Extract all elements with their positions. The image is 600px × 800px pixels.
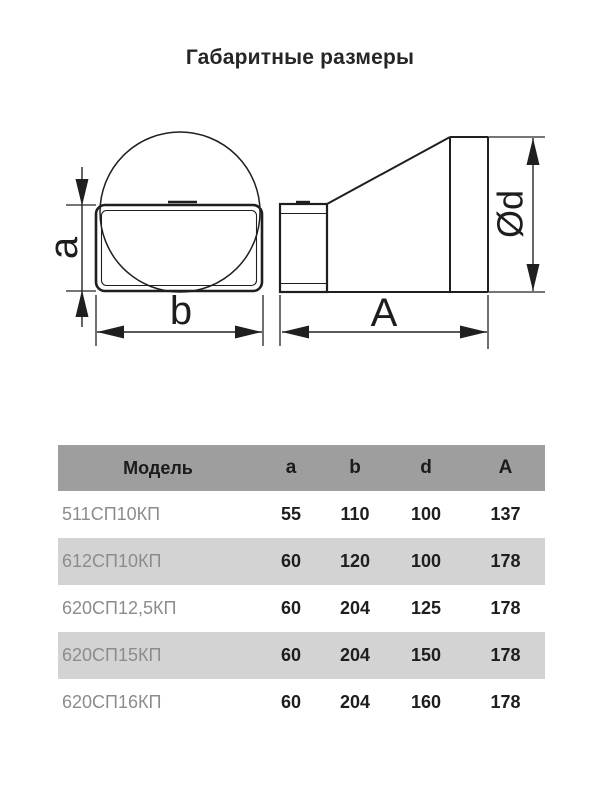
value-a: 55 bbox=[280, 504, 302, 524]
value-a: 60 bbox=[280, 645, 302, 665]
value-A: 137 bbox=[490, 504, 521, 524]
transition-slope-line bbox=[327, 137, 450, 204]
dimension-d bbox=[488, 137, 545, 292]
header-A: A bbox=[498, 457, 513, 478]
side-view bbox=[280, 137, 488, 292]
value-A: 178 bbox=[490, 645, 521, 665]
arrowhead-right-icon bbox=[235, 326, 262, 339]
table-row bbox=[58, 632, 545, 679]
header-b: b bbox=[349, 457, 361, 478]
dimension-A bbox=[280, 291, 488, 349]
value-b: 204 bbox=[339, 598, 371, 618]
rect-duct-outline bbox=[96, 205, 262, 291]
arrowhead-up-icon bbox=[76, 290, 89, 317]
value-a: 60 bbox=[280, 598, 302, 618]
dimension-b bbox=[96, 289, 263, 346]
page-title: Габаритные размеры bbox=[185, 46, 415, 69]
rect-duct-inner-wall bbox=[102, 211, 257, 286]
value-A: 178 bbox=[490, 692, 521, 712]
arrowhead-right-icon bbox=[460, 326, 487, 339]
spec-table bbox=[58, 445, 545, 726]
value-a: 60 bbox=[280, 551, 302, 571]
header-a: a bbox=[285, 457, 297, 478]
arrowhead-down-icon bbox=[527, 264, 540, 291]
table-header-row bbox=[58, 445, 545, 491]
value-d: 150 bbox=[410, 645, 442, 665]
dimension-b-label: b bbox=[169, 289, 193, 333]
value-b: 120 bbox=[339, 551, 371, 571]
model-name: 620СП15КП bbox=[62, 645, 162, 665]
model-name: 612СП10КП bbox=[62, 551, 162, 571]
value-d: 100 bbox=[410, 504, 442, 524]
header-model: Модель bbox=[123, 457, 193, 478]
value-A: 178 bbox=[490, 551, 521, 571]
table-row bbox=[58, 491, 545, 538]
header-d: d bbox=[420, 457, 432, 478]
dimension-a-label: a bbox=[42, 236, 86, 260]
value-A: 178 bbox=[490, 598, 521, 618]
value-b: 110 bbox=[340, 504, 370, 524]
value-b: 204 bbox=[339, 692, 371, 712]
dimension-A-label: A bbox=[370, 291, 398, 335]
value-d: 160 bbox=[410, 692, 442, 712]
model-name: 620СП12,5КП bbox=[62, 598, 177, 618]
round-duct-outline bbox=[100, 132, 260, 292]
arrowhead-down-icon bbox=[76, 179, 89, 206]
dimension-a bbox=[42, 167, 96, 327]
arrowhead-left-icon bbox=[97, 326, 124, 339]
arrowhead-left-icon bbox=[282, 326, 309, 339]
table-row bbox=[58, 585, 545, 632]
rect-connector-profile bbox=[280, 204, 327, 292]
value-a: 60 bbox=[280, 692, 302, 712]
model-name: 511СП10КП bbox=[62, 504, 161, 524]
table-row bbox=[58, 538, 545, 585]
value-d: 100 bbox=[410, 551, 442, 571]
table-row bbox=[58, 679, 545, 726]
front-view bbox=[96, 132, 262, 292]
model-name: 620СП16КП bbox=[62, 692, 162, 712]
value-d: 125 bbox=[410, 598, 442, 618]
value-b: 204 bbox=[339, 645, 371, 665]
dimension-d-label: Ød bbox=[489, 189, 531, 239]
arrowhead-up-icon bbox=[527, 138, 540, 165]
